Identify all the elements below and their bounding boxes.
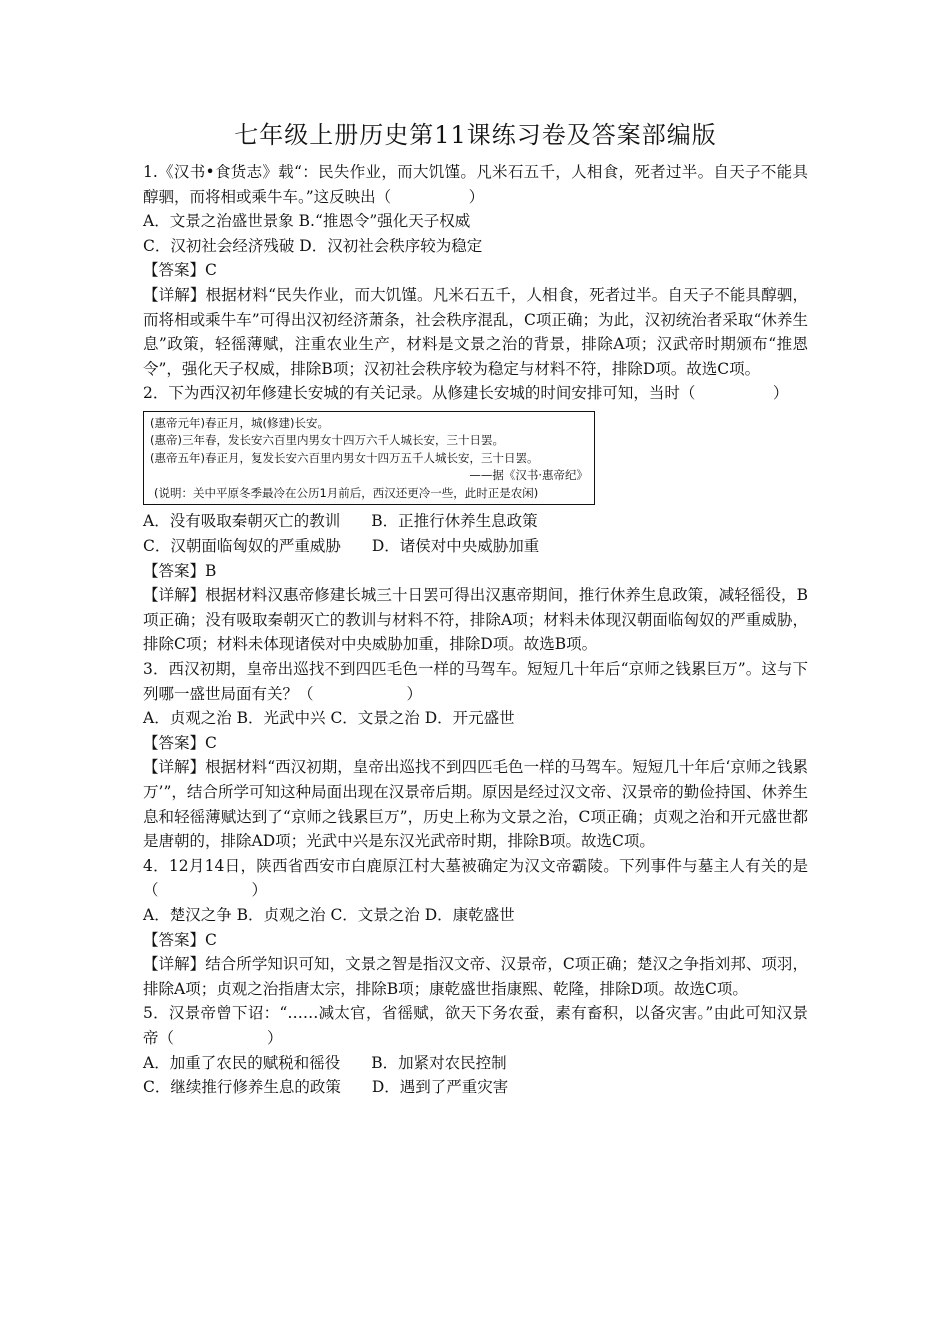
source-material-box: [143, 411, 595, 506]
question-4: [143, 854, 808, 1002]
material-line: (惠帝元年)春正月，城(修建)长安。: [150, 415, 329, 430]
answer: 【答案】B: [143, 561, 217, 580]
question-2: [143, 381, 808, 657]
question-5: [143, 1001, 808, 1099]
answer: 【答案】C: [143, 930, 217, 949]
question-options: C．继续推行修养生息的政策 D．遇到了严重灾害: [143, 1078, 509, 1097]
question-stem: 3．西汉初期，皇帝出巡找不到四匹毛色一样的马驾车。短短几十年后“京师之钱累巨万”。这与下列哪一盛世局面有关？（ ）: [143, 660, 808, 703]
answer: 【答案】C: [143, 733, 217, 752]
explanation: 【详解】根据材料“民失作业，而大饥馑。凡米石五千，人相食，死者过半。自天子不能具醇驷，而将相或乘牛车”可得出汉初经济萧条，社会秩序混乱，C项正确；为此，汉初统治者采取“休养生息”政策，轻徭薄赋，注重农业生产，材料是文景之治的背景，排除A项；汉武帝时期颁布“推恩令”，强化天子权威，排除B项；汉初社会秩序较为稳定与材料不符，排除D项。故选C项。: [143, 285, 808, 378]
explanation: 【详解】结合所学知识可知，文景之智是指汉文帝、汉景帝，C项正确；楚汉之争指刘邦、项羽，排除A项；贞观之治指唐太宗，排除B项；康乾盛世指康熙、乾隆，排除D项。故选C项。: [143, 955, 808, 998]
document-title: 七年级上册历史第11课练习卷及答案部编版: [234, 121, 717, 149]
question-options: C．汉初社会经济残破 D．汉初社会秩序较为稳定: [143, 236, 483, 255]
material-line: (惠帝)三年春，发长安六百里内男女十四万六千人城长安，三十日罢。: [150, 433, 504, 448]
question-3: [143, 657, 808, 854]
document-page: [143, 118, 808, 1100]
question-stem: 5．汉景帝曾下诏：“……减太官，省徭赋，欲天下务农蚕，素有畜积，以备灾害。”由此可知汉景帝（ ）: [143, 1004, 808, 1047]
question-options: A．楚汉之争 B．贞观之治 C．文景之治 D．康乾盛世: [143, 905, 515, 924]
question-options: A．没有吸取秦朝灭亡的教训 B．正推行休养生息政策: [143, 512, 538, 531]
question-stem: 2．下为西汉初年修建长安城的有关记录。从修建长安城的时间安排可知，当时（ ）: [143, 384, 789, 403]
material-source: ——据《汉书·惠帝纪》: [469, 468, 588, 483]
question-stem: 4．12月14日，陕西省西安市白鹿原江村大墓被确定为汉文帝霸陵。下列事件与墓主人有关的是（ ）: [143, 856, 808, 900]
explanation: 【详解】根据材料“西汉初期，皇帝出巡找不到四匹毛色一样的马驾车。短短几十年后‘京师之钱累万’”，结合所学可知这种局面出现在汉景帝后期。原因是经过汉文帝、汉景帝的勤俭持国、休养生息和轻徭薄赋达到了“京师之钱累巨万”，历史上称为文景之治，C项正确；贞观之治和开元盛世都是唐朝的，排除AD项；光武中兴是东汉光武帝时期，排除B项。故选C项。: [143, 758, 808, 851]
material-line: (惠帝五年)春正月，复发长安六百里内男女十四万五千人城长安，三十日罢。: [150, 450, 539, 465]
answer: 【答案】C: [143, 261, 217, 280]
question-stem: 1.《汉书•食货志》载“：民失作业，而大饥馑。凡米石五千，人相食，死者过半。自天子不能具醇驷，而将相或乘牛车。”这反映出（ ）: [143, 163, 808, 206]
question-options: A．贞观之治 B．光武中兴 C．文景之治 D．开元盛世: [143, 709, 515, 728]
explanation: 【详解】根据材料汉惠帝修建长城三十日罢可得出汉惠帝期间，推行休养生息政策，减轻徭役，B项正确；没有吸取秦朝灭亡的教训与材料不符，排除A项；材料未体现汉朝面临匈奴的严重威胁，排除C项；材料未体现诸侯对中央威胁加重，排除D项。故选B项。: [143, 586, 808, 654]
question-options: A．加重了农民的赋税和徭役 B．加紧对农民控制: [143, 1053, 507, 1072]
material-note: (说明：关中平原冬季最冷在公历1月前后，西汉还更冷一些，此时正是农闲): [154, 485, 539, 500]
question-options: A．文景之治盛世景象 B.“推恩令”强化天子权威: [143, 212, 471, 231]
question-options: C．汉朝面临匈奴的严重威胁 D．诸侯对中央威胁加重: [143, 537, 540, 556]
question-1: [143, 160, 808, 381]
